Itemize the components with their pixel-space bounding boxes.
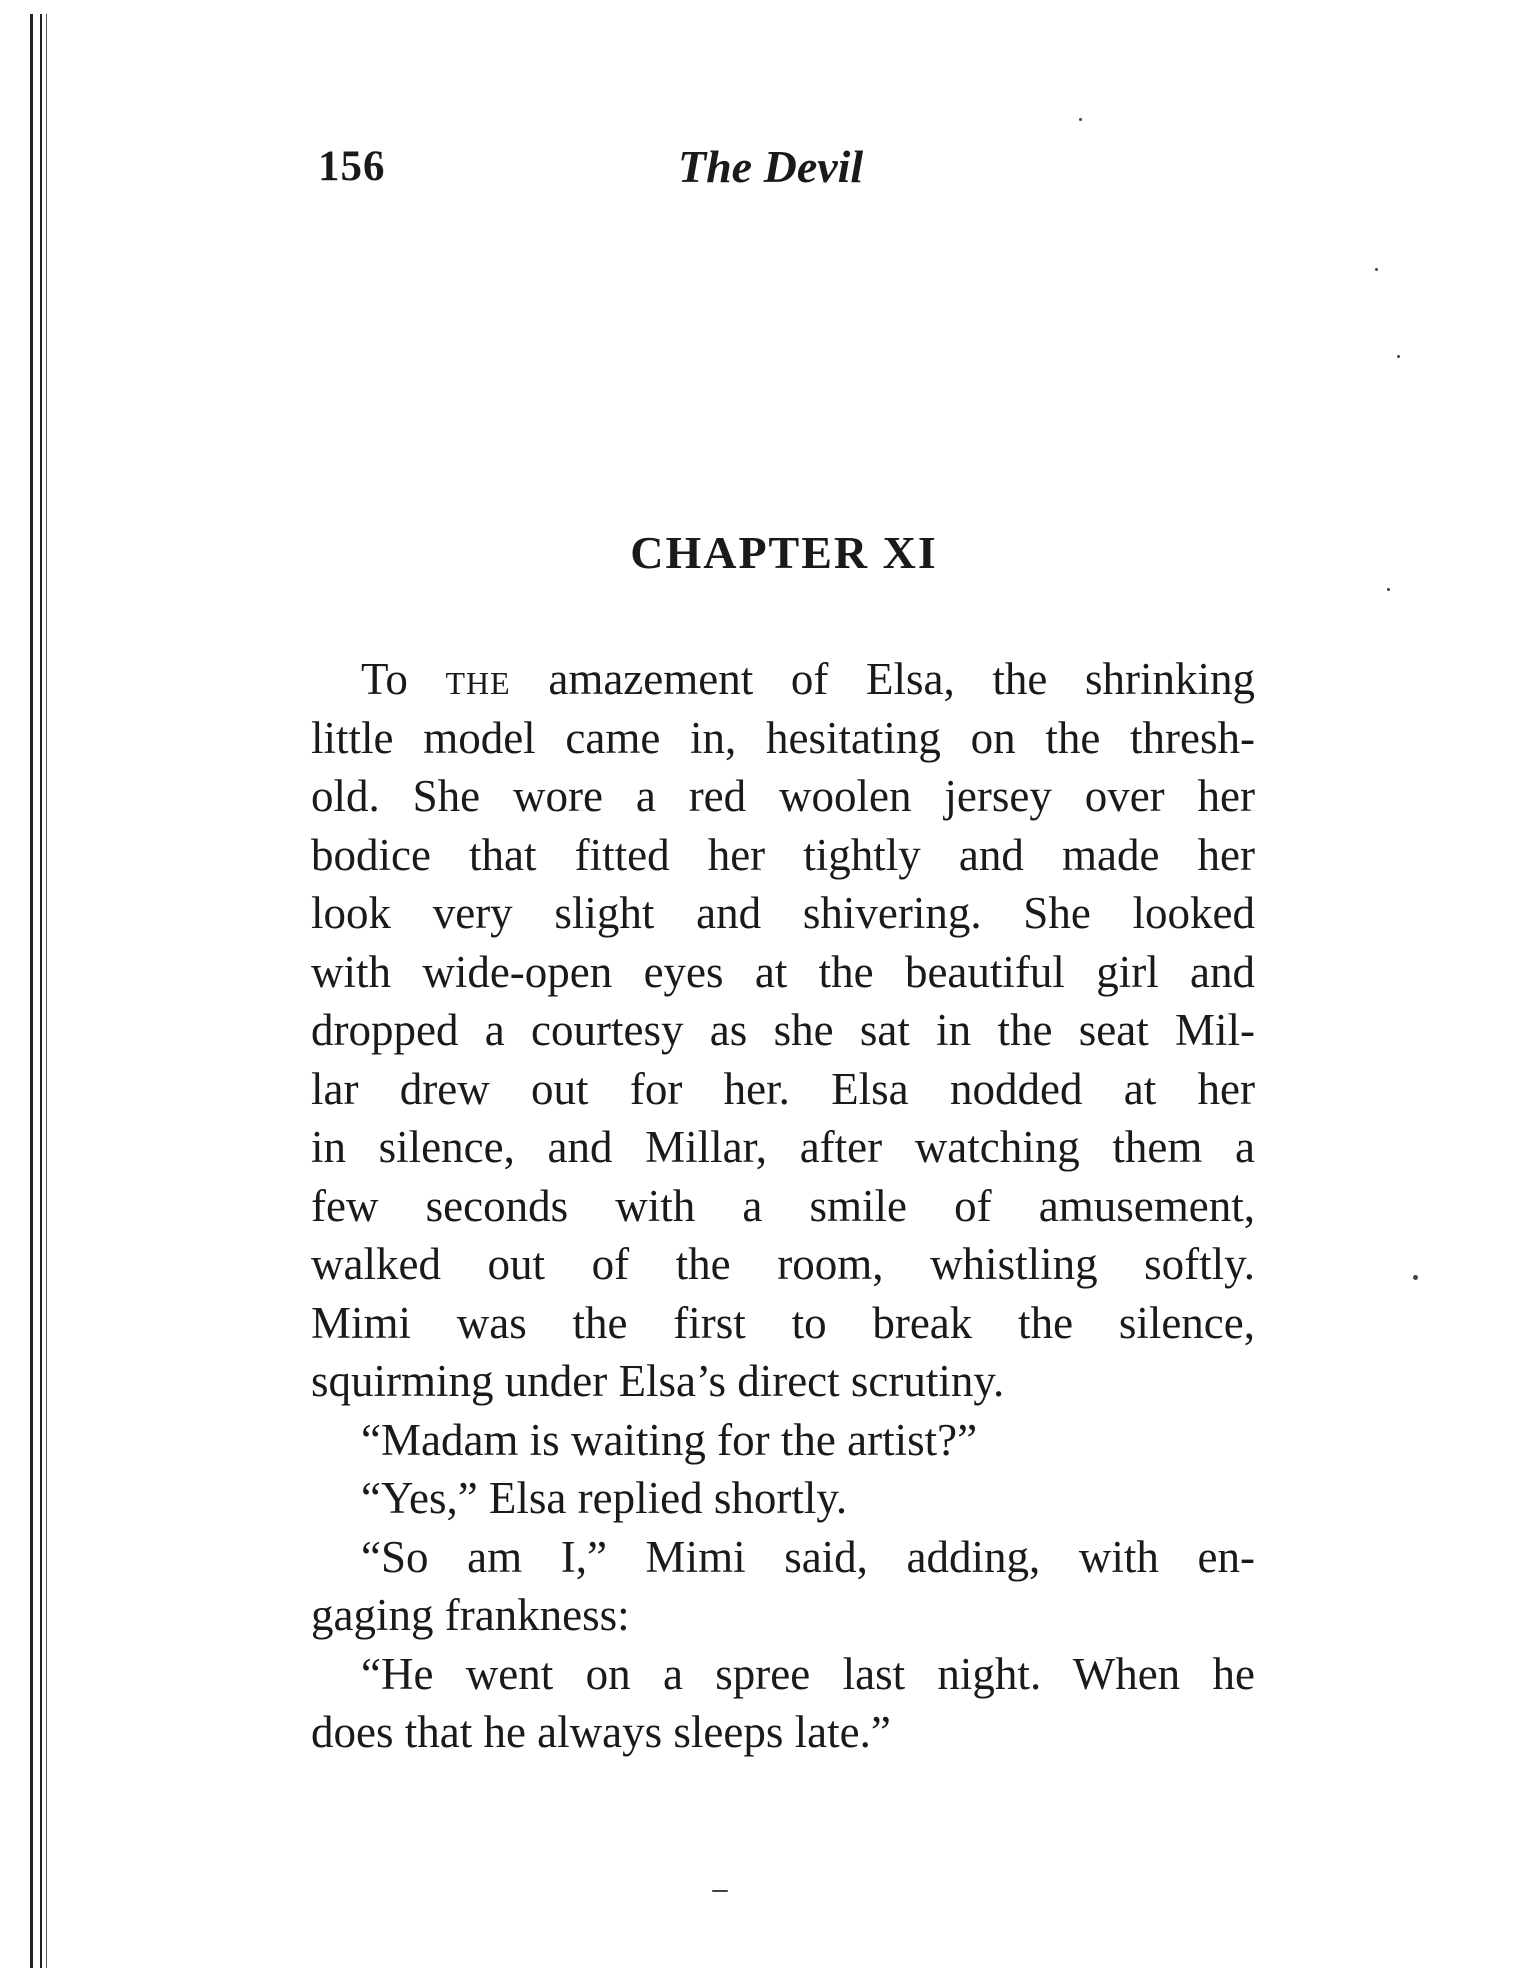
scan-speck: [1079, 118, 1082, 121]
text-line: lar drew out for her. Elsa nodded at her: [311, 1063, 1255, 1114]
text-line: To the amazement of Elsa, the shrinking: [361, 654, 1255, 704]
text-line: “Madam is waiting for the artist?”: [361, 1414, 978, 1465]
text-line: bodice that fitted her tightly and made her: [311, 829, 1255, 880]
text-line: does that he always sleeps late.”: [311, 1707, 891, 1757]
text-line: “He went on a spree last night. When he: [361, 1648, 1255, 1699]
scan-speck: [712, 1890, 728, 1892]
chapter-heading: CHAPTER XI: [630, 527, 938, 578]
text-line: gaging frankness:: [311, 1590, 630, 1640]
text-line: squirming under Elsa’s direct scrutiny.: [311, 1356, 1005, 1406]
scan-speck: [1397, 355, 1400, 358]
text-line: “So am I,” Mimi said, adding, with en-: [361, 1531, 1255, 1582]
text-line: in silence, and Millar, after watching them a: [311, 1122, 1255, 1172]
page-number: 156: [318, 143, 386, 190]
text-line: with wide-open eyes at the beautiful girl and: [311, 946, 1255, 997]
text-line: “Yes,” Elsa replied shortly.: [361, 1473, 848, 1523]
running-title: The Devil: [678, 141, 864, 192]
text-line: look very slight and shivering. She looked: [311, 888, 1255, 938]
text-line: little model came in, hesitating on the thresh-: [311, 712, 1255, 763]
binding-edge-line: [30, 14, 33, 1968]
binding-edge-line: [40, 14, 42, 1968]
text-line: few seconds with a smile of amusement,: [311, 1180, 1255, 1231]
chapter-text: [311, 650, 1255, 1762]
text-line: Mimi was the first to break the silence,: [311, 1297, 1255, 1348]
binding-edge-line: [46, 14, 47, 1968]
running-head: [318, 142, 1258, 202]
text-line: old. She wore a red woolen jersey over her: [311, 771, 1255, 821]
scan-speck: [1375, 268, 1378, 271]
scan-speck: [1387, 588, 1390, 591]
text-line: walked out of the room, whistling softly.: [311, 1239, 1255, 1289]
text-line: dropped a courtesy as she sat in the seat Mil-: [311, 1005, 1255, 1055]
scan-speck: [1413, 1275, 1418, 1280]
